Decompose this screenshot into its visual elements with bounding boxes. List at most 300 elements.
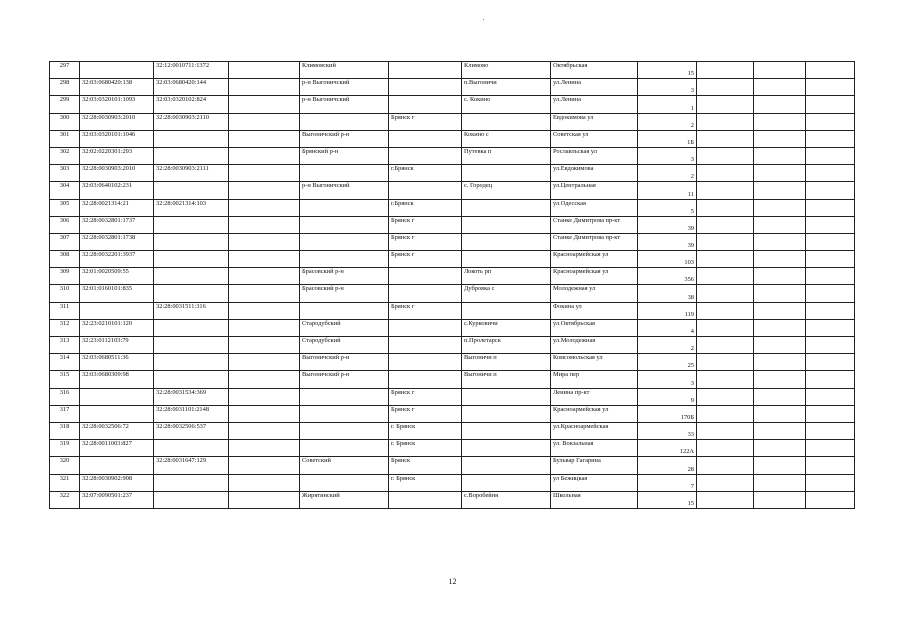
cell-extra xyxy=(229,491,300,508)
cell-street: Молодежная ул xyxy=(551,285,638,302)
cell-district: Брянский р-н xyxy=(300,147,389,164)
table-row xyxy=(50,251,855,268)
cell-row-number: 318 xyxy=(50,422,80,439)
cell-extra xyxy=(229,405,300,422)
cell-extra-2 xyxy=(697,457,754,474)
table-row xyxy=(50,440,855,457)
cell-extra-4 xyxy=(806,216,855,233)
cell-extra-4 xyxy=(806,440,855,457)
cell-row-number: 316 xyxy=(50,388,80,405)
cell-cadastral-number: 32:01:0020509:55 xyxy=(80,268,154,285)
cell-extra-3 xyxy=(754,113,806,130)
cell-extra-2 xyxy=(697,302,754,319)
cell-city xyxy=(389,268,462,285)
cell-settlement: с. Кокино xyxy=(462,96,551,113)
cell-settlement: с.Воробейня xyxy=(462,491,551,508)
cell-cadastral-number: 32:03:0680511:36 xyxy=(80,354,154,371)
cell-extra-3 xyxy=(754,199,806,216)
cell-settlement xyxy=(462,302,551,319)
cell-city xyxy=(389,337,462,354)
cell-settlement xyxy=(462,422,551,439)
cell-extra-3 xyxy=(754,440,806,457)
cell-extra-4 xyxy=(806,199,855,216)
cell-cadastral-number: 32:28:0030903:2010 xyxy=(80,113,154,130)
cell-row-number: 310 xyxy=(50,285,80,302)
cell-extra xyxy=(229,216,300,233)
cell-settlement: с. Городец xyxy=(462,182,551,199)
cell-street: Школьная xyxy=(551,491,638,508)
cell-city: г.Брянск xyxy=(389,199,462,216)
cell-row-number: 320 xyxy=(50,457,80,474)
cell-district: р-н Выгоничский xyxy=(300,96,389,113)
cell-cadastral-number xyxy=(80,388,154,405)
cell-cadastral-number-2 xyxy=(154,130,229,147)
cell-extra-4 xyxy=(806,147,855,164)
cell-cadastral-number: 32:28:0021314:21 xyxy=(80,199,154,216)
table-row xyxy=(50,354,855,371)
cell-extra-4 xyxy=(806,319,855,336)
cell-cadastral-number-2: 32:28:0031101:2148 xyxy=(154,405,229,422)
cell-extra-3 xyxy=(754,319,806,336)
cell-row-number: 309 xyxy=(50,268,80,285)
cell-settlement xyxy=(462,251,551,268)
cell-district: Выгоничский р-н xyxy=(300,371,389,388)
cell-house-number: 3 xyxy=(638,147,697,164)
cell-cadastral-number: 32:28:0032801:1737 xyxy=(80,216,154,233)
cell-cadastral-number-2 xyxy=(154,337,229,354)
cell-extra xyxy=(229,388,300,405)
cell-district: Брасовский р-н xyxy=(300,268,389,285)
cell-cadastral-number: 32:03:0320101:1093 xyxy=(80,96,154,113)
table-row xyxy=(50,216,855,233)
cell-house-number: 2 xyxy=(638,165,697,182)
cell-city xyxy=(389,354,462,371)
cell-row-number: 301 xyxy=(50,130,80,147)
cell-extra-3 xyxy=(754,354,806,371)
cell-settlement xyxy=(462,199,551,216)
cell-cadastral-number-2: 32:03:0680420:144 xyxy=(154,79,229,96)
cell-street: Фокина ул xyxy=(551,302,638,319)
cell-extra-4 xyxy=(806,491,855,508)
cell-extra-4 xyxy=(806,251,855,268)
scan-speck xyxy=(483,19,484,20)
cell-cadastral-number-2: 32:28:0030903:2111 xyxy=(154,165,229,182)
cell-row-number: 300 xyxy=(50,113,80,130)
cell-extra-3 xyxy=(754,216,806,233)
table-row xyxy=(50,285,855,302)
cell-cadastral-number: 32:23:0210101:120 xyxy=(80,319,154,336)
cell-cadastral-number-2 xyxy=(154,233,229,250)
cell-row-number: 312 xyxy=(50,319,80,336)
cell-extra-4 xyxy=(806,422,855,439)
table-row xyxy=(50,96,855,113)
cell-city xyxy=(389,491,462,508)
cell-city: Брянск г xyxy=(389,233,462,250)
cell-extra-4 xyxy=(806,96,855,113)
cell-extra xyxy=(229,474,300,491)
cell-street: Евдокимова ул xyxy=(551,113,638,130)
cell-extra xyxy=(229,319,300,336)
table-row xyxy=(50,165,855,182)
cell-house-number: 33 xyxy=(638,422,697,439)
cell-district: Брасовский р-н xyxy=(300,285,389,302)
cell-cadastral-number-2: 32:28:0031647:129 xyxy=(154,457,229,474)
cell-extra-3 xyxy=(754,491,806,508)
table-row xyxy=(50,233,855,250)
cell-cadastral-number: 32:03:0680420:138 xyxy=(80,79,154,96)
cell-row-number: 321 xyxy=(50,474,80,491)
cell-cadastral-number-2: 32:03:0320102:824 xyxy=(154,96,229,113)
cell-district: Советский xyxy=(300,457,389,474)
cell-extra-3 xyxy=(754,474,806,491)
cell-cadastral-number xyxy=(80,62,154,79)
cell-city xyxy=(389,79,462,96)
cell-street: Советская ул xyxy=(551,130,638,147)
cell-extra-2 xyxy=(697,79,754,96)
page-number: 12 xyxy=(448,577,457,586)
cell-extra-3 xyxy=(754,233,806,250)
cell-street: ул.Молодежная xyxy=(551,337,638,354)
cell-extra xyxy=(229,337,300,354)
cell-district: Климовский xyxy=(300,62,389,79)
cell-cadastral-number-2 xyxy=(154,251,229,268)
cell-cadastral-number: 32:23:0112103:79 xyxy=(80,337,154,354)
cell-settlement: Дубровка с xyxy=(462,285,551,302)
cell-extra-3 xyxy=(754,96,806,113)
cell-street: Красноармейская ул xyxy=(551,268,638,285)
cell-extra-2 xyxy=(697,113,754,130)
cell-house-number: 119 xyxy=(638,302,697,319)
cell-extra-2 xyxy=(697,440,754,457)
cell-street: Станке Димитрова пр-кт xyxy=(551,216,638,233)
table-row xyxy=(50,147,855,164)
cell-cadastral-number-2 xyxy=(154,268,229,285)
cell-street: ул.Одесская xyxy=(551,199,638,216)
cell-house-number: 9 xyxy=(638,388,697,405)
table-row xyxy=(50,268,855,285)
cell-city xyxy=(389,285,462,302)
table-row xyxy=(50,319,855,336)
cell-settlement xyxy=(462,388,551,405)
cell-district xyxy=(300,251,389,268)
cell-extra-2 xyxy=(697,216,754,233)
table-row xyxy=(50,422,855,439)
cell-row-number: 317 xyxy=(50,405,80,422)
cell-extra-3 xyxy=(754,182,806,199)
table-row xyxy=(50,62,855,79)
cell-row-number: 299 xyxy=(50,96,80,113)
cell-district: Стародубский xyxy=(300,337,389,354)
cell-district xyxy=(300,440,389,457)
cell-extra-4 xyxy=(806,113,855,130)
table-row xyxy=(50,337,855,354)
cell-extra xyxy=(229,440,300,457)
cell-house-number: 122А xyxy=(638,440,697,457)
cell-extra-4 xyxy=(806,79,855,96)
cell-row-number: 302 xyxy=(50,147,80,164)
cell-district xyxy=(300,474,389,491)
cell-street: ул. Вокзальная xyxy=(551,440,638,457)
cell-cadastral-number: 32:03:0640102:231 xyxy=(80,182,154,199)
cell-extra xyxy=(229,113,300,130)
cell-street: Мира пер xyxy=(551,371,638,388)
cell-settlement: с.Курковичи xyxy=(462,319,551,336)
cell-house-number: 3 xyxy=(638,79,697,96)
cell-cadastral-number-2 xyxy=(154,371,229,388)
cell-cadastral-number-2 xyxy=(154,182,229,199)
cell-row-number: 311 xyxy=(50,302,80,319)
cell-cadastral-number: 32:03:0320101:1046 xyxy=(80,130,154,147)
cell-extra-3 xyxy=(754,302,806,319)
cell-extra xyxy=(229,285,300,302)
cell-street: Октябрьская xyxy=(551,62,638,79)
registry-table xyxy=(49,61,855,509)
cell-settlement: Кокино с xyxy=(462,130,551,147)
cell-row-number: 297 xyxy=(50,62,80,79)
cell-settlement xyxy=(462,233,551,250)
cell-house-number: 28 xyxy=(638,457,697,474)
cell-extra-4 xyxy=(806,62,855,79)
cell-street: Бульвар Гагарина xyxy=(551,457,638,474)
cell-street: Ленина пр-кт xyxy=(551,388,638,405)
cell-row-number: 313 xyxy=(50,337,80,354)
cell-extra xyxy=(229,354,300,371)
cell-city: Брянск г xyxy=(389,216,462,233)
cell-house-number: 2 xyxy=(638,337,697,354)
cell-district xyxy=(300,422,389,439)
cell-district xyxy=(300,199,389,216)
cell-city: г. Брянск xyxy=(389,422,462,439)
cell-cadastral-number-2: 32:28:0030903:2110 xyxy=(154,113,229,130)
cell-settlement xyxy=(462,405,551,422)
cell-house-number: 15 xyxy=(638,62,697,79)
cell-settlement: Локоть рп xyxy=(462,268,551,285)
cell-cadastral-number-2 xyxy=(154,474,229,491)
cell-cadastral-number-2 xyxy=(154,354,229,371)
cell-district xyxy=(300,113,389,130)
cell-extra-4 xyxy=(806,337,855,354)
cell-row-number: 303 xyxy=(50,165,80,182)
cell-house-number: 5 xyxy=(638,199,697,216)
cell-settlement: Климово xyxy=(462,62,551,79)
cell-district xyxy=(300,388,389,405)
cell-extra xyxy=(229,62,300,79)
cell-extra-2 xyxy=(697,405,754,422)
cell-settlement xyxy=(462,216,551,233)
cell-extra-2 xyxy=(697,371,754,388)
cell-extra-2 xyxy=(697,285,754,302)
cell-extra xyxy=(229,147,300,164)
cell-district xyxy=(300,302,389,319)
cell-district xyxy=(300,405,389,422)
cell-extra xyxy=(229,371,300,388)
cell-city xyxy=(389,147,462,164)
cell-extra-3 xyxy=(754,388,806,405)
cell-street: Рославльская ул xyxy=(551,147,638,164)
table-row xyxy=(50,182,855,199)
cell-extra-2 xyxy=(697,388,754,405)
cell-district: Выгоничский р-н xyxy=(300,354,389,371)
cell-city xyxy=(389,96,462,113)
cell-cadastral-number-2 xyxy=(154,440,229,457)
cell-settlement: п.Пролетарск xyxy=(462,337,551,354)
cell-extra-4 xyxy=(806,354,855,371)
cell-extra-4 xyxy=(806,182,855,199)
cell-city: г. Брянск xyxy=(389,474,462,491)
cell-extra xyxy=(229,251,300,268)
cell-extra-2 xyxy=(697,354,754,371)
cell-cadastral-number-2 xyxy=(154,319,229,336)
cell-extra-4 xyxy=(806,405,855,422)
cell-house-number: 15 xyxy=(638,491,697,508)
cell-extra xyxy=(229,130,300,147)
cell-house-number: 11 xyxy=(638,182,697,199)
cell-extra-3 xyxy=(754,371,806,388)
cell-cadastral-number: 32:28:0030902:908 xyxy=(80,474,154,491)
cell-extra-2 xyxy=(697,268,754,285)
cell-city xyxy=(389,130,462,147)
cell-cadastral-number: 32:28:0032506:72 xyxy=(80,422,154,439)
cell-cadastral-number: 32:28:0011003:827 xyxy=(80,440,154,457)
cell-house-number: 1 xyxy=(638,96,697,113)
cell-city xyxy=(389,371,462,388)
cell-settlement: п.Выгоничи xyxy=(462,79,551,96)
cell-extra-4 xyxy=(806,130,855,147)
table-row xyxy=(50,113,855,130)
cell-house-number: 39 xyxy=(638,216,697,233)
cell-city: г.Брянск xyxy=(389,165,462,182)
cell-cadastral-number-2 xyxy=(154,285,229,302)
cell-cadastral-number: 32:07:0090501:237 xyxy=(80,491,154,508)
cell-cadastral-number: 32:28:0032801:1738 xyxy=(80,233,154,250)
cell-row-number: 306 xyxy=(50,216,80,233)
cell-extra-2 xyxy=(697,251,754,268)
cell-extra-3 xyxy=(754,405,806,422)
cell-extra-3 xyxy=(754,251,806,268)
cell-city xyxy=(389,62,462,79)
cell-settlement: Выгоничи п xyxy=(462,354,551,371)
cell-house-number: 7 xyxy=(638,474,697,491)
cell-city: Брянск xyxy=(389,457,462,474)
cell-settlement: Выгоничи п xyxy=(462,371,551,388)
cell-street: Комсомольская ул xyxy=(551,354,638,371)
cell-extra xyxy=(229,268,300,285)
cell-extra-4 xyxy=(806,233,855,250)
cell-extra-2 xyxy=(697,422,754,439)
table-row xyxy=(50,199,855,216)
cell-extra-2 xyxy=(697,319,754,336)
cell-cadastral-number-2 xyxy=(154,491,229,508)
cell-extra-2 xyxy=(697,130,754,147)
cell-settlement xyxy=(462,457,551,474)
table-row xyxy=(50,405,855,422)
cell-cadastral-number-2: 32:12:0010711:1372 xyxy=(154,62,229,79)
cell-extra-3 xyxy=(754,285,806,302)
cell-extra xyxy=(229,302,300,319)
cell-cadastral-number: 32:02:0220301:293 xyxy=(80,147,154,164)
cell-extra-4 xyxy=(806,302,855,319)
cell-extra-3 xyxy=(754,422,806,439)
cell-row-number: 298 xyxy=(50,79,80,96)
cell-city: Брянск г xyxy=(389,388,462,405)
cell-row-number: 322 xyxy=(50,491,80,508)
cell-extra xyxy=(229,457,300,474)
cell-house-number: 39 xyxy=(638,233,697,250)
table-row xyxy=(50,474,855,491)
cell-cadastral-number: 32:28:0032201:3937 xyxy=(80,251,154,268)
cell-extra xyxy=(229,182,300,199)
cell-row-number: 308 xyxy=(50,251,80,268)
cell-settlement: Путевка п xyxy=(462,147,551,164)
cell-district: Стародубский xyxy=(300,319,389,336)
cell-cadastral-number-2: 32:28:0031534:369 xyxy=(154,388,229,405)
cell-cadastral-number: 32:03:0680309:98 xyxy=(80,371,154,388)
cell-extra-4 xyxy=(806,268,855,285)
cell-extra xyxy=(229,422,300,439)
cell-extra-3 xyxy=(754,147,806,164)
cell-row-number: 307 xyxy=(50,233,80,250)
cell-extra-4 xyxy=(806,371,855,388)
cell-district xyxy=(300,233,389,250)
table-row xyxy=(50,491,855,508)
cell-house-number: 25 xyxy=(638,354,697,371)
cell-extra-2 xyxy=(697,474,754,491)
cell-street: ул.Октябрьская xyxy=(551,319,638,336)
cell-extra-3 xyxy=(754,337,806,354)
cell-city: г. Брянск xyxy=(389,440,462,457)
cell-extra-4 xyxy=(806,165,855,182)
cell-street: ул.Центральная xyxy=(551,182,638,199)
cell-house-number: 3 xyxy=(638,371,697,388)
cell-street: ул Бежицкая xyxy=(551,474,638,491)
cell-row-number: 305 xyxy=(50,199,80,216)
cell-extra-2 xyxy=(697,96,754,113)
cell-extra-2 xyxy=(697,199,754,216)
cell-extra-2 xyxy=(697,165,754,182)
cell-district xyxy=(300,216,389,233)
cell-extra-2 xyxy=(697,147,754,164)
cell-street: ул.Евдокимова xyxy=(551,165,638,182)
table-row xyxy=(50,302,855,319)
cell-extra-3 xyxy=(754,268,806,285)
cell-settlement xyxy=(462,440,551,457)
cell-extra-2 xyxy=(697,62,754,79)
cell-cadastral-number xyxy=(80,302,154,319)
cell-house-number: 1Б xyxy=(638,130,697,147)
cell-house-number: 4 xyxy=(638,319,697,336)
cell-cadastral-number-2: 32:28:0021314:103 xyxy=(154,199,229,216)
cell-cadastral-number: 32:28:0030903:2010 xyxy=(80,165,154,182)
cell-extra xyxy=(229,233,300,250)
cell-street: Красноармейская ул xyxy=(551,405,638,422)
cell-settlement xyxy=(462,474,551,491)
cell-cadastral-number-2: 32:28:0031511:316 xyxy=(154,302,229,319)
cell-extra xyxy=(229,79,300,96)
cell-cadastral-number xyxy=(80,457,154,474)
table-row xyxy=(50,79,855,96)
cell-extra xyxy=(229,199,300,216)
cell-house-number: 38 xyxy=(638,285,697,302)
cell-house-number: 356 xyxy=(638,268,697,285)
cell-cadastral-number xyxy=(80,405,154,422)
cell-extra-2 xyxy=(697,182,754,199)
cell-street: Красноармейская ул xyxy=(551,251,638,268)
cell-extra-3 xyxy=(754,457,806,474)
cell-house-number: 2 xyxy=(638,113,697,130)
cell-district: р-н Выгоничский xyxy=(300,79,389,96)
cell-city: Брянск г xyxy=(389,251,462,268)
cell-city xyxy=(389,182,462,199)
